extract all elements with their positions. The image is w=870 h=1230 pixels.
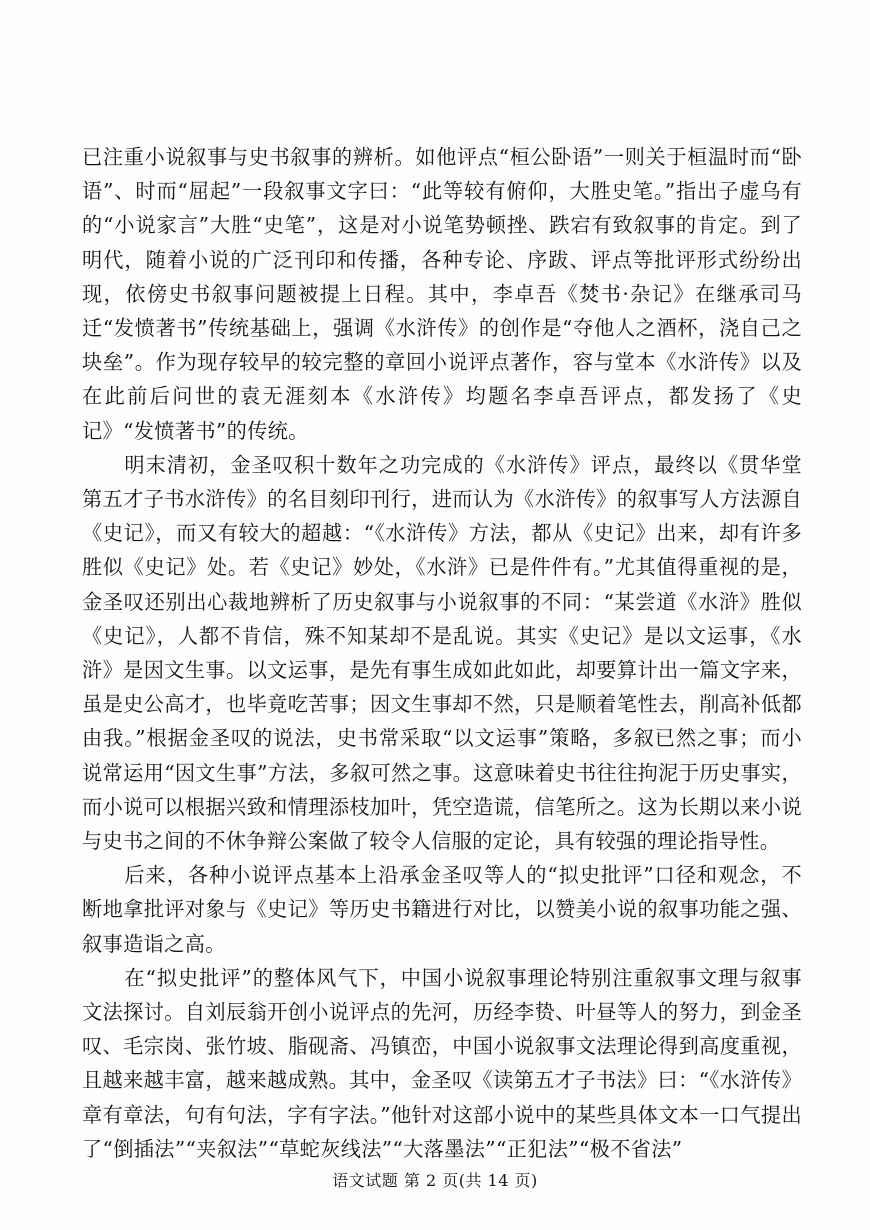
paragraph-3: 后来，各种小说评点基本上沿承金圣叹等人的“拟史批评”口径和观念，不断地拿批评对象与《史记》等历史书籍进行对比，以赞美小说的叙事功能之强、叙事造诣之高。 — [82, 863, 802, 956]
passage-text — [82, 140, 802, 1166]
paragraph-1: 已注重小说叙事与史书叙事的辨析。如他评点“桓公卧语”一则关于桓温时而“卧语”、时而“屈起”一段叙事文字曰：“此等较有俯仰，大胜史笔。”指出子虚乌有的“小说家言”大胜“史笔”，这是对小说笔势顿挫、跌宕有致叙事的肯定。到了明代，随着小说的广泛刊印和传播，各种专论、序跋、评点等批评形式纷纷出现，依傍史书叙事问题被提上日程。其中，李卓吾《焚书·杂记》在继承司马迁“发愤著书”传统基础上，强调《水浒传》的创作是“夺他人之酒杯，浇自己之块垒”。作为现存较早的较完整的章回小说评点著作，容与堂本《水浒传》以及在此前后问世的袁无涯刻本《水浒传》均题名李卓吾评点，都发扬了《史记》“发愤著书”的传统。 — [82, 145, 802, 443]
page-footer: 语文试题 第 2 页(共 14 页) — [332, 1171, 538, 1190]
paragraph-2: 明末清初，金圣叹积十数年之功完成的《水浒传》评点，最终以《贯华堂第五才子书水浒传》的名目刻印刊行，进而认为《水浒传》的叙事写人方法源自《史记》，而又有较大的超越：“《水浒传》方法，都从《史记》出来，却有许多胜似《史记》处。若《史记》妙处，《水浒》已是件件有。”尤其值得重视的是，金圣叹还别出心裁地辨析了历史叙事与小说叙事的不同：“某尝道《水浒》胜似《史记》，人都不肯信，殊不知某却不是乱说。其实《史记》是以文运事，《水浒》是因文生事。以文运事，是先有事生成如此如此，却要算计出一篇文字来，虽是史公高才，也毕竟吃苦事；因文生事却不然，只是顺着笔性去，削高补低都由我。”根据金圣叹的说法，史书常采取“以文运事”策略，多叙已然之事；而小说常运用“因文生事”方法，多叙可然之事。这意味着史书往往拘泥于历史事实，而小说可以根据兴致和情理添枝加叶，凭空造谎，信笔所之。这为长期以来小说与史书之间的不休争辩公案做了较令人信服的定论，具有较强的理论指导性。 — [82, 452, 802, 854]
paragraph-4: 在“拟史批评”的整体风气下，中国小说叙事理论特别注重叙事文理与叙事文法探讨。自刘辰翁开创小说评点的先河，历经李贽、叶昼等人的努力，到金圣叹、毛宗岗、张竹坡、脂砚斋、冯镇峦，中国小说叙事文法理论得到高度重视，且越来越丰富，越来越成熟。其中，金圣叹《读第五才子书法》曰：“《水浒传》章有章法，句有句法，字有字法。”他针对这部小说中的某些具体文本一口气提出了“倒插法”“夹叙法”“草蛇灰线法”“大落墨法”“正犯法”“极不省法” — [82, 965, 802, 1161]
